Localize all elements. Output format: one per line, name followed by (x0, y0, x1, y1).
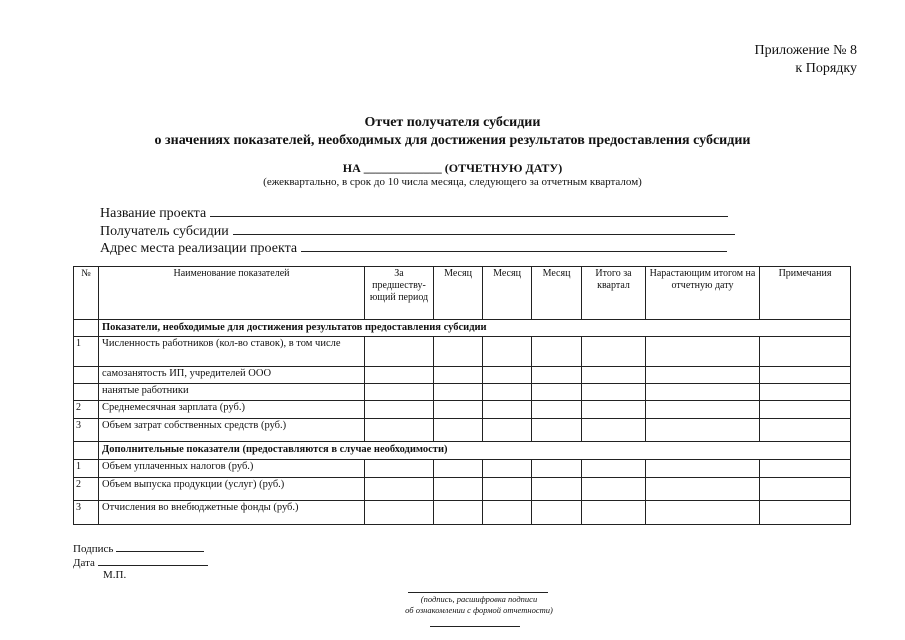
value-cell[interactable] (646, 460, 760, 478)
row-num: 2 (74, 478, 99, 501)
value-cell[interactable] (760, 501, 851, 525)
value-cell[interactable] (532, 367, 582, 384)
header-quarter-total: Итого за квартал (582, 267, 646, 320)
value-cell[interactable] (365, 478, 434, 501)
value-cell[interactable] (582, 501, 646, 525)
table-header-row (74, 267, 851, 320)
header-month-3: Месяц (532, 267, 582, 320)
appendix-number: Приложение № 8 (754, 43, 857, 58)
value-cell[interactable] (483, 419, 532, 442)
value-cell[interactable] (582, 337, 646, 367)
value-cell[interactable] (532, 501, 582, 525)
value-cell[interactable] (532, 460, 582, 478)
value-cell[interactable] (434, 478, 483, 501)
project-name-field[interactable] (100, 204, 728, 222)
row-num: 1 (74, 337, 99, 367)
table-row (74, 460, 851, 478)
indicators-table (73, 266, 851, 525)
table-row (74, 419, 851, 442)
address-field[interactable] (100, 239, 727, 257)
value-cell[interactable] (760, 384, 851, 401)
value-cell[interactable] (365, 367, 434, 384)
table-row (74, 384, 851, 401)
header-month-2: Месяц (483, 267, 532, 320)
value-cell[interactable] (582, 478, 646, 501)
header-month-1: Месяц (434, 267, 483, 320)
value-cell[interactable] (483, 401, 532, 419)
value-cell[interactable] (483, 501, 532, 525)
appendix-order: к Порядку (795, 61, 857, 76)
row-num: 3 (74, 501, 99, 525)
value-cell[interactable] (365, 401, 434, 419)
reporting-date-line: НА _____________ (ОТЧЕТНУЮ ДАТУ) (342, 161, 563, 175)
table-row (74, 478, 851, 501)
value-cell[interactable] (483, 384, 532, 401)
table-row (74, 401, 851, 419)
signature-field[interactable] (73, 541, 204, 555)
value-cell[interactable] (582, 419, 646, 442)
value-cell[interactable] (646, 501, 760, 525)
value-cell[interactable] (434, 401, 483, 419)
row-num: 2 (74, 401, 99, 419)
section-row-main (74, 320, 851, 337)
signature-label: Подпись (73, 543, 114, 555)
value-cell[interactable] (434, 460, 483, 478)
value-cell[interactable] (582, 401, 646, 419)
value-cell[interactable] (760, 419, 851, 442)
value-cell[interactable] (760, 460, 851, 478)
appendix-note (755, 42, 858, 78)
value-cell[interactable] (760, 337, 851, 367)
value-cell[interactable] (365, 384, 434, 401)
report-title-line1: Отчет получателя субсидии (364, 115, 541, 130)
date-label: Дата (73, 557, 95, 569)
section-num-cell (74, 320, 99, 337)
value-cell[interactable] (582, 460, 646, 478)
stamp-place: М.П. (103, 569, 127, 581)
frequency-note: (ежеквартально, в срок до 10 числа месяца, следующего за отчетным кварталом) (263, 176, 642, 188)
acknowledgement-caption (340, 594, 618, 616)
value-cell[interactable] (646, 384, 760, 401)
recipient-label: Получатель субсидии (100, 224, 229, 239)
value-cell[interactable] (365, 501, 434, 525)
row-num (74, 384, 99, 401)
value-cell[interactable] (646, 367, 760, 384)
value-cell[interactable] (483, 337, 532, 367)
acknowledgement-caption-line2: об ознакомлении с формой отчетности) (405, 605, 553, 615)
value-cell[interactable] (365, 337, 434, 367)
row-name: Среднемесячная зарплата (руб.) (99, 401, 365, 419)
row-num (74, 367, 99, 384)
recipient-line[interactable] (233, 222, 735, 235)
value-cell[interactable] (483, 367, 532, 384)
value-cell[interactable] (582, 367, 646, 384)
header-cumulative: Нарастающим итогом на отчетную дату (646, 267, 760, 320)
value-cell[interactable] (532, 478, 582, 501)
signature-line[interactable] (116, 541, 204, 552)
value-cell[interactable] (365, 460, 434, 478)
section-title-additional: Дополнительные показатели (предоставляются в случае необходимости) (99, 442, 851, 460)
date-field[interactable] (73, 555, 208, 569)
row-name: самозанятость ИП, учредителей ООО (99, 367, 365, 384)
value-cell[interactable] (483, 478, 532, 501)
report-title-line2: о значениях показателей, необходимых для достижения результатов предоставления субсидии (154, 133, 751, 148)
value-cell[interactable] (434, 337, 483, 367)
value-cell[interactable] (646, 337, 760, 367)
value-cell[interactable] (532, 419, 582, 442)
address-line[interactable] (301, 239, 727, 252)
value-cell[interactable] (365, 419, 434, 442)
section-title-main: Показатели, необходимые для достижения результатов предоставления субсидии (99, 320, 851, 337)
table-row (74, 501, 851, 525)
value-cell[interactable] (532, 337, 582, 367)
acknowledgement-caption-line1: (подпись, расшифровка подписи (420, 594, 538, 604)
value-cell[interactable] (434, 367, 483, 384)
acknowledgement-line-lower[interactable] (430, 626, 520, 627)
row-num: 3 (74, 419, 99, 442)
report-title (0, 114, 905, 150)
value-cell[interactable] (646, 478, 760, 501)
value-cell[interactable] (760, 478, 851, 501)
row-name: Численность работников (кол-во ставок), в том числе (99, 337, 365, 367)
table-row (74, 337, 851, 367)
recipient-field[interactable] (100, 222, 735, 240)
value-cell[interactable] (434, 419, 483, 442)
header-name: Наименование показателей (99, 267, 365, 320)
header-notes: Примечания (760, 267, 851, 320)
value-cell[interactable] (434, 384, 483, 401)
value-cell[interactable] (760, 367, 851, 384)
date-line[interactable] (98, 555, 208, 566)
row-name: нанятые работники (99, 384, 365, 401)
value-cell[interactable] (434, 501, 483, 525)
address-label: Адрес места реализации проекта (100, 241, 298, 256)
value-cell[interactable] (532, 384, 582, 401)
value-cell[interactable] (483, 460, 532, 478)
row-name: Объем выпуска продукции (услуг) (руб.) (99, 478, 365, 501)
section-row-additional (74, 442, 851, 460)
project-name-label: Название проекта (100, 206, 207, 221)
acknowledgement-line[interactable] (408, 592, 548, 593)
value-cell[interactable] (646, 419, 760, 442)
value-cell[interactable] (582, 384, 646, 401)
header-num: № (74, 267, 99, 320)
row-name: Отчисления во внебюджетные фонды (руб.) (99, 501, 365, 525)
project-name-line[interactable] (210, 204, 728, 217)
section-num-cell (74, 442, 99, 460)
row-name: Объем затрат собственных средств (руб.) (99, 419, 365, 442)
value-cell[interactable] (532, 401, 582, 419)
row-num: 1 (74, 460, 99, 478)
value-cell[interactable] (646, 401, 760, 419)
value-cell[interactable] (760, 401, 851, 419)
table-row (74, 367, 851, 384)
row-name: Объем уплаченных налогов (руб.) (99, 460, 365, 478)
header-prev-period: За предшеству-ющий период (365, 267, 434, 320)
